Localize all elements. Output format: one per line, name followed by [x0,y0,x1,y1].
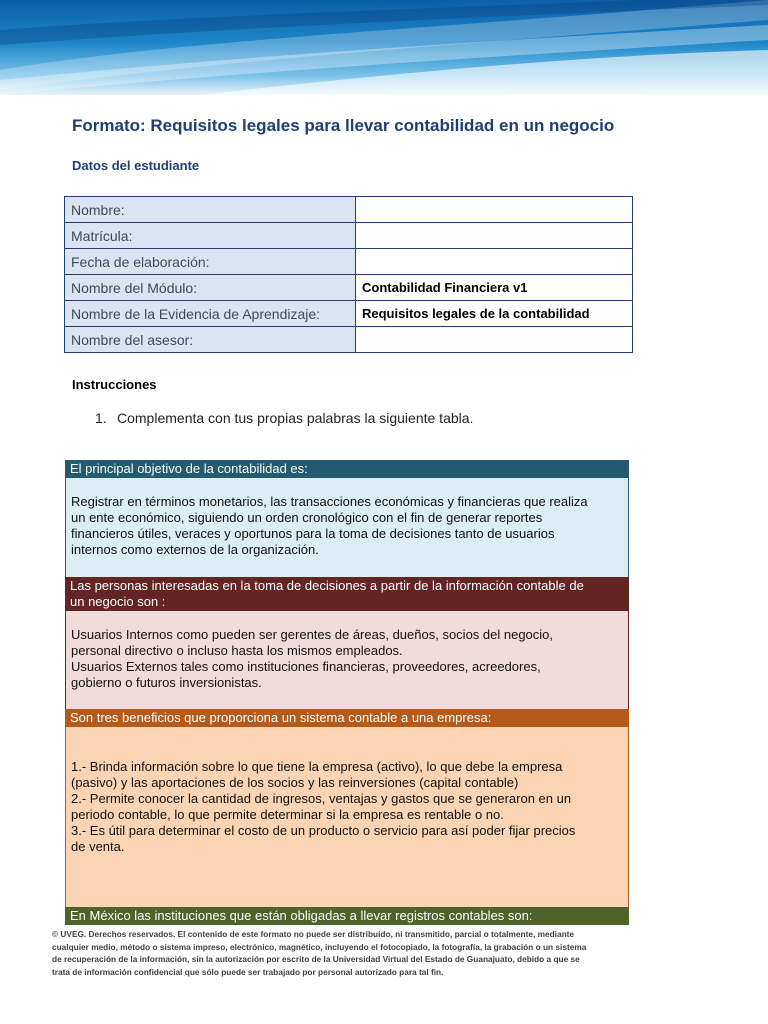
text-line: Registrar en términos monetarios, las transacciones económicas y financieras que realiza [71,494,588,509]
row-label: Nombre del asesor: [65,327,356,353]
student-data-table [64,196,633,353]
text-line: gobierno o futuros inversionistas. [71,675,262,690]
row-label: Nombre de la Evidencia de Aprendizaje: [65,301,356,327]
table-row [65,223,633,249]
text-line: internos como externos de la organización. [71,542,319,557]
text-line: un ente económico, siguiendo un orden cronológico con el fin de generar reportes [71,510,543,525]
row-value-field[interactable] [356,223,633,249]
header-line: un negocio son : [70,594,166,609]
copyright-footer [52,928,712,978]
instruction-item [95,410,473,426]
instruction-number: 1. [95,410,107,426]
row-label: Nombre: [65,197,356,223]
row-value-field[interactable] [356,249,633,275]
text-line: de venta. [71,839,125,854]
table-row [65,249,633,275]
text-line: 2.- Permite conocer la cantidad de ingresos, ventajas y gastos que se generaron en un [71,791,572,806]
row-value-field[interactable]: Requisitos legales de la contabilidad [356,301,633,327]
footer-line: © UVEG. Derechos reservados. El contenido de este formato no puede ser distribuido, ni transmitido, parcial o totalmente, mediante [52,929,575,939]
header-line: Las personas interesadas en la toma de decisiones a partir de la información contable de [70,578,584,593]
text-line: 3.- Es útil para determinar el costo de un producto o servicio para así poder fijar precios [71,823,576,838]
wave-decoration [0,0,768,95]
section-header-objective: El principal objetivo de la contabilidad es: [65,460,629,478]
footer-line: de recuperación de la información, sin la autorización por escrito de la Universidad Virtual del Estado de Guanajuato, debido a que se [52,954,580,964]
row-label: Matrícula: [65,223,356,249]
footer-line: cualquier medio, método o sistema impreso, electrónico, magnético, incluyendo el fotocopiado, la fotografía, la grabación o un sistema [52,941,587,952]
text-line: financieros útiles, veraces y oportunos para la toma de decisiones tanto de usuarios [71,526,555,541]
row-value-field[interactable] [356,327,633,353]
row-value-field[interactable]: Contabilidad Financiera v1 [356,275,633,301]
row-label: Nombre del Módulo: [65,275,356,301]
text-line: Usuarios Internos como pueden ser gerentes de áreas, dueños, socios del negocio, [71,627,554,642]
table-row [65,275,633,301]
table-row [65,197,633,223]
header-banner [0,0,768,95]
section-body-objective[interactable] [65,478,629,577]
table-row [65,327,633,353]
section-body-stakeholders[interactable] [65,611,629,709]
text-line: 1.- Brinda información sobre lo que tiene la empresa (activo), lo que debe la empresa [71,759,563,774]
page-title: Formato: Requisitos legales para llevar contabilidad en un negocio [72,116,615,135]
row-value-field[interactable] [356,197,633,223]
row-label: Fecha de elaboración: [65,249,356,275]
instruction-text: Complementa con tus propias palabras la siguiente tabla. [117,410,474,426]
student-data-heading: Datos del estudiante [72,158,200,173]
section-header-institutions: En México las instituciones que están obligadas a llevar registros contables son: [65,907,629,925]
text-line: periodo contable, lo que permite determinar si la empresa es rentable o no. [71,807,504,822]
text-line: personal directivo o incluso hasta los mismos empleados. [71,643,403,658]
footer-line: trata de información confidencial que sólo puede ser trabajado por personal autorizado para tal fin. [52,966,444,977]
instructions-heading: Instrucciones [72,377,157,392]
section-header-benefits: Son tres beneficios que proporciona un sistema contable a una empresa: [65,709,629,727]
table-row [65,301,633,327]
text-line: Usuarios Externos tales como instituciones financieras, proveedores, acreedores, [71,659,541,674]
section-body-benefits[interactable] [65,727,629,907]
answer-table [65,460,629,925]
section-header-stakeholders [65,577,629,611]
text-line: (pasivo) y las aportaciones de los socios y las reinversiones (capital contable) [71,775,519,790]
